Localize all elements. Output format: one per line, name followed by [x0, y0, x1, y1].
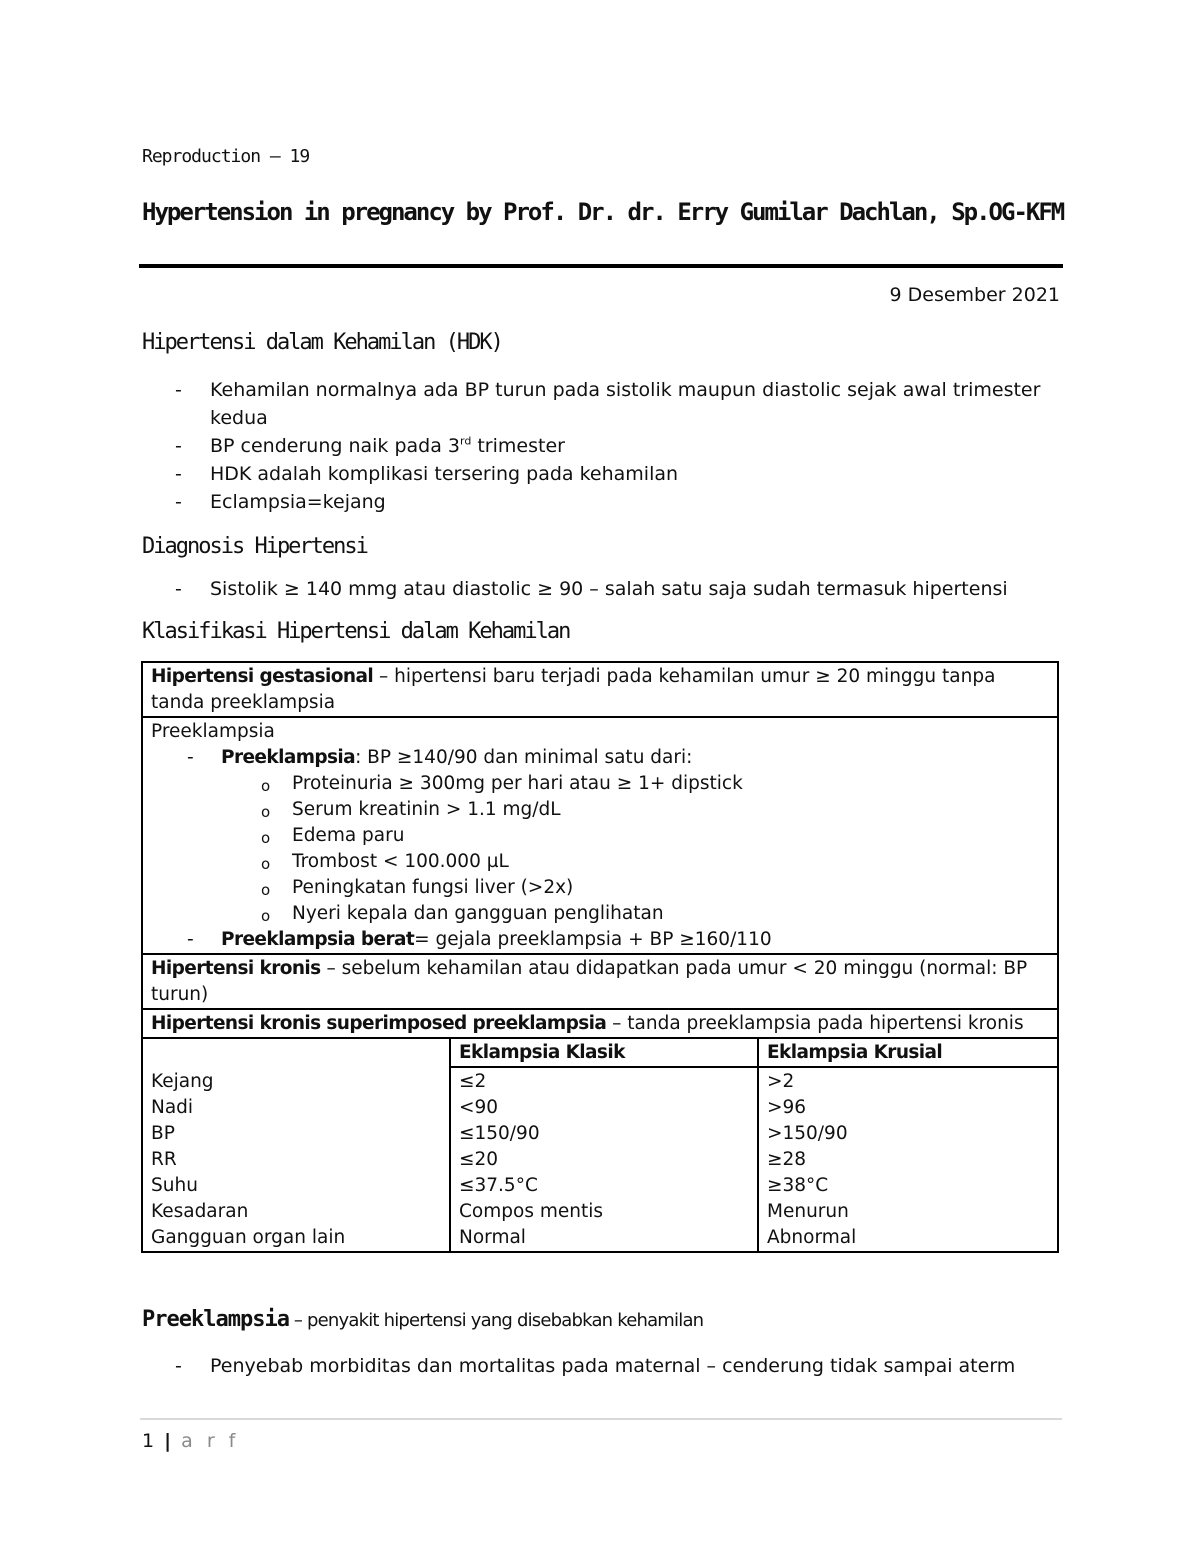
preeklampsia-list	[142, 1352, 1110, 1380]
klasifikasi-table	[141, 661, 1059, 1253]
document-subtitle: Reproduction – 19	[142, 146, 310, 167]
criteria-item: o Peningkatan fungsi liver (>2x)	[261, 877, 574, 899]
list-item: - Eclampsia=kejang	[175, 491, 386, 513]
diagnosis-list	[142, 575, 1110, 603]
list-item: - BP cenderung naik pada 3rd trimester	[175, 434, 565, 457]
footer-divider	[140, 1418, 1062, 1420]
klasifikasi-heading: Klasifikasi Hipertensi dalam Kehamilan	[142, 619, 570, 644]
page-footer	[142, 1430, 239, 1452]
klasik-column: ≤2 <90 ≤150/90 ≤20 ≤37.5°C Compos mentis Normal	[450, 1067, 758, 1252]
document-title: Hypertension in pregnancy by Prof. Dr. dr. Erry Gumilar Dachlan, Sp.OG-KFM	[142, 198, 1064, 226]
list-item: - Preeklampsia: BP ≥140/90 dan minimal satu dari:	[187, 747, 693, 768]
preeklampsia-cell: Preeklampsia - Preeklampsia: BP ≥140/90 dan minimal satu dari: o Proteinuria ≥ 300mg per hari atau ≥ 1+ dipstick o Serum kreatinin > 1.1 mg/dL o Edema paru o Trombost < 100.000 µL o Peningkatan fungsi liver (>2x) o Nyeri kepala dan gangguan penglihatan - Preeklampsia berat= gejala preeklampsia + BP ≥160/110	[142, 717, 1058, 954]
criteria-item: o Trombost < 100.000 µL	[261, 851, 509, 873]
col-header-krusial: Eklampsia Krusial	[758, 1038, 1058, 1067]
list-item: - Kehamilan normalnya ada BP turun pada sistolik maupun diastolic sejak awal trimester kedua	[175, 379, 1041, 429]
hdk-list	[142, 376, 1060, 516]
params-column: Kejang Nadi BP RR Suhu Kesadaran Gangguan organ lain	[142, 1038, 450, 1252]
criteria-item: o Proteinuria ≥ 300mg per hari atau ≥ 1+ dipstick	[261, 773, 743, 795]
krusial-column: >2 >96 >150/90 ≥28 ≥38°C Menurun Abnormal	[758, 1067, 1058, 1252]
list-item: - Preeklampsia berat= gejala preeklampsia + BP ≥160/110	[187, 929, 772, 950]
diagnosis-heading: Diagnosis Hipertensi	[142, 534, 367, 559]
list-item: - Penyebab morbiditas dan mortalitas pada maternal – cenderung tidak sampai aterm	[175, 1355, 1016, 1377]
gestasional-cell: Hipertensi gestasional – hipertensi baru terjadi pada kehamilan umur ≥ 20 minggu tanpa tanda preeklampsia	[142, 662, 1058, 717]
criteria-item: o Serum kreatinin > 1.1 mg/dL	[261, 799, 561, 821]
superimposed-cell: Hipertensi kronis superimposed preeklampsia – tanda preeklampsia pada hipertensi kronis	[142, 1009, 1058, 1038]
page-number: 1	[142, 1430, 155, 1452]
criteria-item: o Edema paru	[261, 825, 405, 847]
list-item: - HDK adalah komplikasi tersering pada kehamilan	[175, 463, 679, 485]
list-item: - Sistolik ≥ 140 mmg atau diastolic ≥ 90 – salah satu saja sudah termasuk hipertensi	[175, 578, 1008, 600]
kronis-cell: Hipertensi kronis – sebelum kehamilan atau didapatkan pada umur < 20 minggu (normal: BP turun)	[142, 954, 1058, 1009]
preeklampsia-heading: Preeklampsia – penyakit hipertensi yang disebabkan kehamilan	[142, 1307, 704, 1332]
footer-separator: |	[164, 1430, 172, 1452]
col-header-klasik: Eklampsia Klasik	[450, 1038, 758, 1067]
footer-tag: a r f	[181, 1430, 240, 1452]
hdk-heading: Hipertensi dalam Kehamilan (HDK)	[142, 330, 502, 355]
title-divider	[139, 264, 1063, 268]
criteria-item: o Nyeri kepala dan gangguan penglihatan	[261, 903, 664, 925]
document-date: 9 Desember 2021	[889, 284, 1060, 306]
